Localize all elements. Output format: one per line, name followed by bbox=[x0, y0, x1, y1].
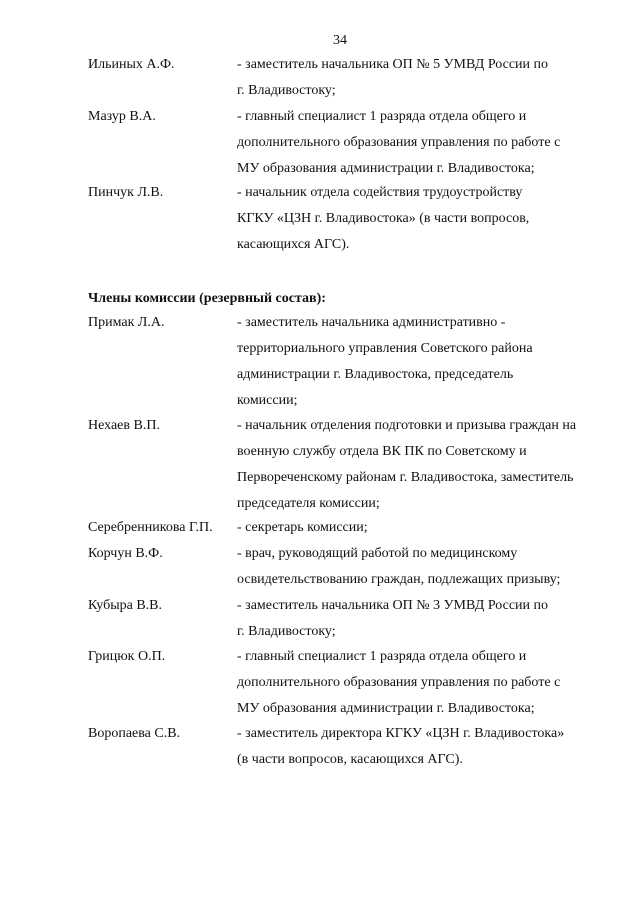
role-line: - заместитель начальника административно - bbox=[237, 315, 506, 330]
role-line: территориального управления Советского района bbox=[237, 341, 533, 356]
role-line: МУ образования администрации г. Владивостока; bbox=[237, 161, 535, 176]
member-role bbox=[237, 515, 597, 541]
role-line: дополнительного образования управления по работе с bbox=[237, 135, 561, 150]
member-role bbox=[237, 593, 597, 645]
member-name: Мазур В.А. bbox=[88, 109, 156, 124]
member-role bbox=[237, 310, 597, 414]
role-line: - секретарь комиссии; bbox=[237, 520, 368, 535]
role-line: (в части вопросов, касающихся АГС). bbox=[237, 752, 463, 767]
member-name: Пинчук Л.В. bbox=[88, 185, 164, 200]
member-role bbox=[237, 721, 597, 773]
role-line: Первореченскому районам г. Владивостока, заместитель bbox=[237, 470, 574, 485]
member-name: Примак Л.А. bbox=[88, 315, 165, 330]
role-line: касающихся АГС). bbox=[237, 237, 350, 252]
member-role bbox=[237, 541, 597, 593]
section-heading: Члены комиссии (резервный состав): bbox=[88, 291, 326, 306]
role-line: - заместитель директора КГКУ «ЦЗН г. Владивостока» bbox=[237, 726, 565, 741]
member-name: Ильиных А.Ф. bbox=[88, 57, 175, 72]
role-line: освидетельствованию граждан, подлежащих призыву; bbox=[237, 572, 561, 587]
role-line: - заместитель начальника ОП № 3 УМВД России по bbox=[237, 598, 549, 613]
role-line: - главный специалист 1 разряда отдела общего и bbox=[237, 649, 527, 664]
role-line: администрации г. Владивостока, председатель bbox=[237, 367, 514, 382]
role-line: военную службу отдела ВК ПК по Советскому и bbox=[237, 444, 527, 459]
role-line: - начальник отделения подготовки и призыва граждан на bbox=[237, 418, 577, 433]
role-line: - начальник отдела содействия трудоустройству bbox=[237, 185, 523, 200]
role-line: КГКУ «ЦЗН г. Владивостока» (в части вопросов, bbox=[237, 211, 530, 226]
member-name: Воропаева С.В. bbox=[88, 726, 181, 741]
member-role bbox=[237, 413, 597, 517]
role-line: МУ образования администрации г. Владивостока; bbox=[237, 701, 535, 716]
role-line: - врач, руководящий работой по медицинскому bbox=[237, 546, 518, 561]
role-line: председателя комиссии; bbox=[237, 496, 380, 511]
role-line: г. Владивостоку; bbox=[237, 624, 336, 639]
member-name: Грицюк О.П. bbox=[88, 649, 166, 664]
member-role bbox=[237, 104, 597, 182]
role-line: комиссии; bbox=[237, 393, 298, 408]
member-role bbox=[237, 52, 597, 104]
member-name: Нехаев В.П. bbox=[88, 418, 160, 433]
role-line: г. Владивостоку; bbox=[237, 83, 336, 98]
page-number: 34 bbox=[333, 33, 347, 48]
role-line: - главный специалист 1 разряда отдела общего и bbox=[237, 109, 527, 124]
member-role bbox=[237, 180, 597, 258]
role-line: дополнительного образования управления по работе с bbox=[237, 675, 561, 690]
member-role bbox=[237, 644, 597, 722]
member-name: Серебренникова Г.П. bbox=[88, 520, 213, 535]
member-name: Корчун В.Ф. bbox=[88, 546, 163, 561]
member-name: Кубыра В.В. bbox=[88, 598, 163, 613]
role-line: - заместитель начальника ОП № 5 УМВД России по bbox=[237, 57, 549, 72]
